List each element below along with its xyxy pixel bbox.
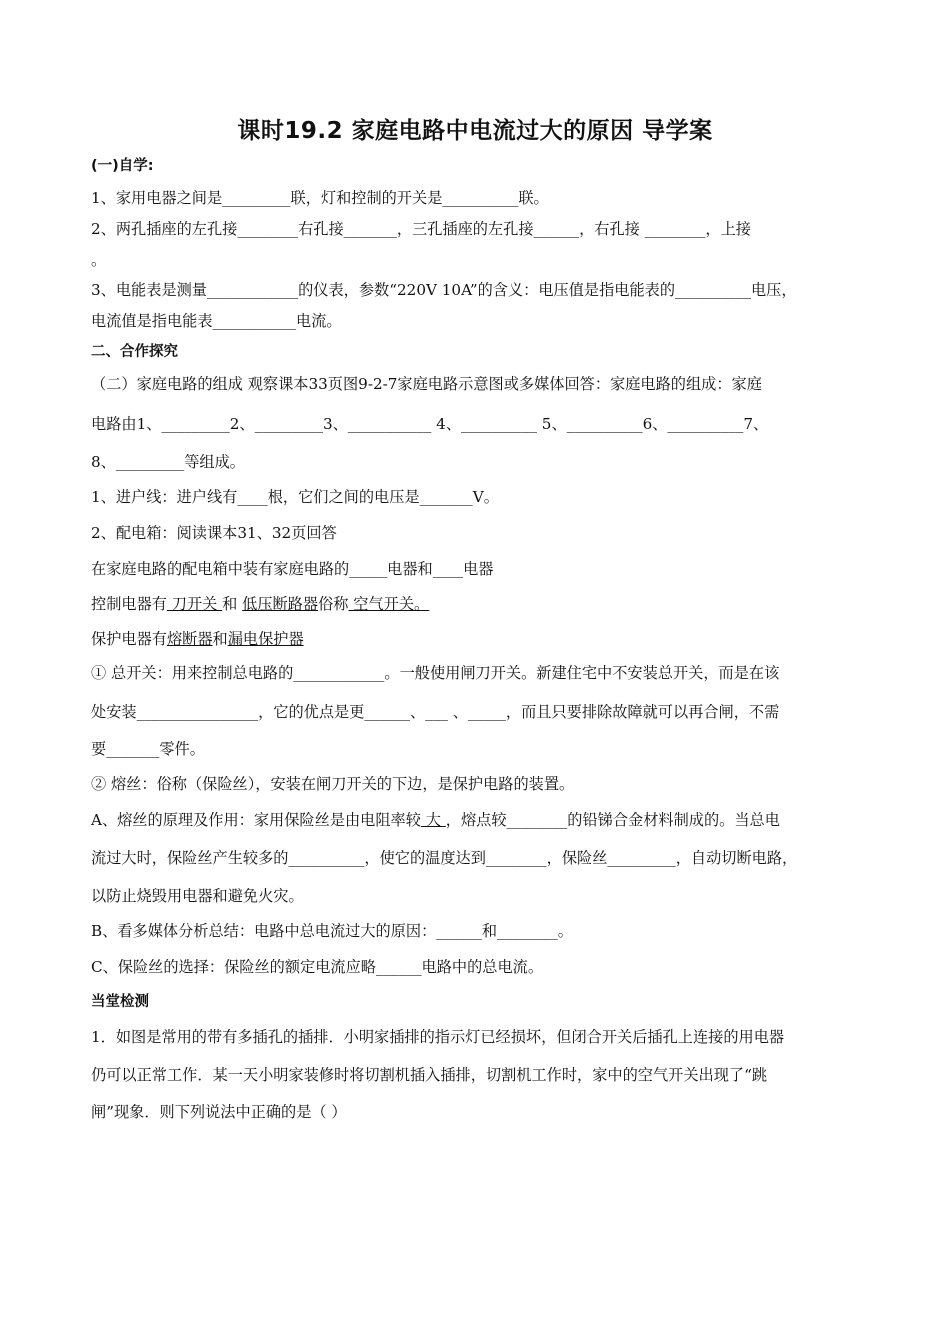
paragraph-distribution-box: 2、配电箱：阅读课本31、32页回答 <box>91 524 337 542</box>
paragraph-fuse-selection: C、保险丝的选择：保险丝的额定电流应略______电路中的总电流。 <box>91 958 544 976</box>
fuse-term: 熔断器 <box>166 630 213 648</box>
quiz-question-line-2: 仍可以正常工作．某一天小明家装修时将切割机插入插排，切割机工作时，家中的空气开关出现了“跳 <box>91 1066 768 1084</box>
breaker-term: 低压断路器 <box>242 595 319 613</box>
paragraph-fuse-principle-1 <box>91 810 871 830</box>
question-3-line-2: 电流值是指电能表___________电流。 <box>91 312 342 330</box>
paragraph-fuse-principle-3: 以防止烧毁用电器和避免火灾。 <box>91 887 304 905</box>
protect-prefix: 保护电器有 <box>91 630 167 648</box>
resistivity-answer: 大 <box>420 811 446 829</box>
question-2-tail: 。 <box>91 251 107 269</box>
paragraph-main-switch-2: 处安装________________，它的优点是更______、___ 、_____，而且只要排除故障就可以再合闸，不需 <box>91 703 780 721</box>
paragraph-control-devices <box>91 594 871 614</box>
section-heading-self-study: (一)自学: <box>91 158 154 174</box>
paragraph-fuse-principle-2: 流过大时，保险丝产生较多的__________，使它的温度达到________，保险丝_________，自动切断电路， <box>91 849 798 867</box>
paragraph-overcurrent-causes: B、看多媒体分析总结：电路中总电流过大的原因：______和________。 <box>91 922 573 940</box>
paragraph-main-switch-3: 要_______零件。 <box>91 740 205 758</box>
knife-switch-term: 刀开关 <box>166 595 223 613</box>
paragraph-composition-2: 电路由1、_________2、_________3、___________ 4、__________ 5、__________6、__________7、 <box>91 415 769 433</box>
protect-and: 和 <box>212 630 228 648</box>
section-heading-quiz: 当堂检测 <box>91 994 149 1010</box>
paragraph-fuse-intro: ② 熔丝：俗称（保险丝），安装在闸刀开关的下边，是保护电路的装置。 <box>91 775 575 793</box>
control-and: 和 <box>222 595 243 613</box>
section-heading-cooperation: 二、合作探究 <box>91 344 178 360</box>
control-alias: 俗称 <box>318 595 349 613</box>
question-1: 1、家用电器之间是_________联，灯和控制的开关是__________联。 <box>91 189 549 207</box>
fuse-principle-prefix: A、熔丝的原理及作用：家用保险丝是由电阻率较 <box>91 811 421 829</box>
paragraph-distribution-devices: 在家庭电路的配电箱中装有家庭电路的_____电器和____电器 <box>91 560 494 578</box>
paragraph-composition-3: 8、_________等组成。 <box>91 453 245 471</box>
paragraph-main-switch-1: ① 总开关：用来控制总电路的____________。一般使用闸刀开关。新建住宅中不安装总开关，而是在该 <box>91 664 780 682</box>
paragraph-service-line: 1、进户线：进户线有____根，它们之间的电压是_______V。 <box>91 488 499 506</box>
control-prefix: 控制电器有 <box>91 595 167 613</box>
leakage-protector-term: 漏电保护器 <box>227 630 304 648</box>
page-title: 课时19.2 家庭电路中电流过大的原因 导学案 <box>237 118 713 144</box>
question-2: 2、两孔插座的左孔接________右孔接_______，三孔插座的左孔接______，右孔接 ________，上接 <box>91 220 751 238</box>
paragraph-protection-devices <box>91 629 871 649</box>
air-switch-term: 空气开关。 <box>348 595 430 613</box>
quiz-question-line-1: 1．如图是常用的带有多插孔的插排．小明家插排的指示灯已经损坏，但闭合开关后插孔上连接的用电器 <box>91 1028 785 1046</box>
question-3-line-1: 3、电能表是测量____________的仪表，参数“220V 10A”的含义：电压值是指电能表的__________电压， <box>91 281 797 299</box>
quiz-question-line-3: 闸”现象．则下列说法中正确的是（ ） <box>91 1103 347 1121</box>
fuse-principle-suffix: ，熔点较________的铅锑合金材料制成的。当总电 <box>445 811 780 829</box>
paragraph-composition-1: （二）家庭电路的组成 观察课本33页图9-2-7家庭电路示意图或多媒体回答：家庭电路的组成：家庭 <box>91 375 762 393</box>
